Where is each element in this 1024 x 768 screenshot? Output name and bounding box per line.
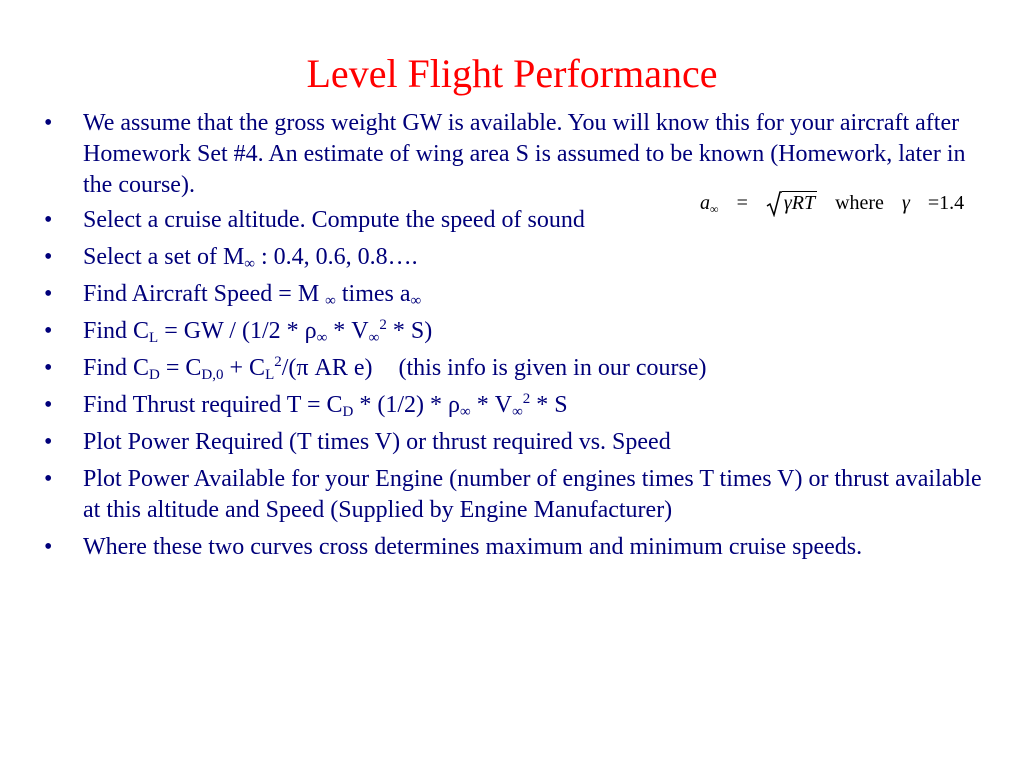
subscript: ∞	[410, 293, 422, 309]
bullet-item	[0, 279, 1000, 310]
bullet-text-part: Select a set of M	[83, 244, 245, 270]
subscript: ∞	[316, 330, 328, 346]
slide-title: Level Flight Performance	[306, 51, 718, 96]
bullet-item	[0, 464, 1000, 526]
bullet-text-part: Find C	[83, 318, 150, 344]
formula-equals: =	[736, 192, 748, 214]
bullet-text-part: * S	[530, 392, 568, 418]
bullet-text: We assume that the gross weight GW is available. You will know this for your aircraft after Homework Set #4. An estimate of wing area S is assumed to be known (Homework, later in the course).	[83, 110, 966, 198]
bullet-text: Plot Power Available for your Engine (number of engines times T times V) or thrust available at this altitude and Speed (Supplied by Engine Manufacturer)	[83, 466, 982, 523]
bullet-item	[0, 316, 1000, 347]
bullet-item	[0, 242, 1000, 273]
subscript: L	[265, 367, 275, 383]
formula-a-subscript: ∞	[710, 202, 719, 216]
square-root-icon	[766, 191, 782, 217]
bullet-text: Plot Power Required (T times V) or thrust required vs. Speed	[83, 429, 671, 455]
superscript: 2	[274, 354, 282, 370]
bullet-text-part: = C	[159, 355, 202, 381]
bullet-marker: •	[44, 281, 53, 307]
bullet-list	[0, 108, 1000, 569]
formula-where: where	[835, 192, 884, 214]
bullet-item	[0, 427, 1000, 458]
bullet-item	[0, 532, 1000, 563]
bullet-text-part: Find Thrust required T = C	[83, 392, 343, 418]
subscript: ∞	[368, 330, 380, 346]
subscript: ∞	[325, 293, 336, 309]
bullet-marker: •	[44, 534, 53, 560]
bullet-marker: •	[44, 466, 53, 492]
bullet-marker: •	[44, 355, 53, 381]
formula-value: 1.4	[939, 192, 965, 214]
bullet-text: Where these two curves cross determines maximum and minimum cruise speeds.	[83, 534, 863, 560]
bullet-text-part: * S)	[386, 318, 433, 344]
formula-radicand: γRT	[783, 192, 816, 214]
bullet-marker: •	[44, 392, 53, 418]
bullet-text-part: times a	[335, 281, 411, 307]
superscript: 2	[522, 391, 531, 407]
superscript: 2	[379, 317, 387, 333]
bullet-text-part: Find Aircraft Speed = M	[83, 281, 326, 307]
bullet-text-part: + C	[223, 355, 266, 381]
bullet-text-part: * V	[327, 318, 369, 344]
bullet-item	[0, 390, 1000, 421]
bullet-text-part: Find C	[83, 355, 150, 381]
bullet-marker: •	[44, 318, 53, 344]
bullet-note: (this info is given in our course)	[398, 355, 707, 381]
bullet-marker: •	[44, 110, 53, 136]
bullet-text-part: : 0.4, 0.6, 0.8….	[255, 244, 418, 270]
bullet-text-part: * V	[470, 392, 513, 418]
subscript: D,0	[201, 367, 224, 383]
subscript: L	[149, 330, 159, 346]
formula-gamma: γ	[901, 192, 910, 214]
bullet-marker: •	[44, 244, 53, 270]
subscript: ∞	[512, 404, 523, 420]
bullet-text: Select a cruise altitude. Compute the speed of sound	[83, 207, 585, 233]
subscript: D	[342, 404, 354, 420]
bullet-text-part: = GW / (1/2 * ρ	[158, 318, 317, 344]
bullet-item	[0, 353, 1000, 384]
bullet-text-part: * (1/2) * ρ	[353, 392, 461, 418]
bullet-marker: •	[44, 207, 53, 233]
subscript: ∞	[244, 256, 255, 272]
speed-of-sound-formula	[700, 188, 964, 218]
bullet-marker: •	[44, 429, 53, 455]
bullet-text-part: /(π AR e)	[281, 355, 373, 381]
subscript: ∞	[460, 404, 471, 420]
formula-equals-2: =	[927, 192, 940, 214]
subscript: D	[149, 367, 160, 383]
formula-a: a	[700, 192, 710, 214]
